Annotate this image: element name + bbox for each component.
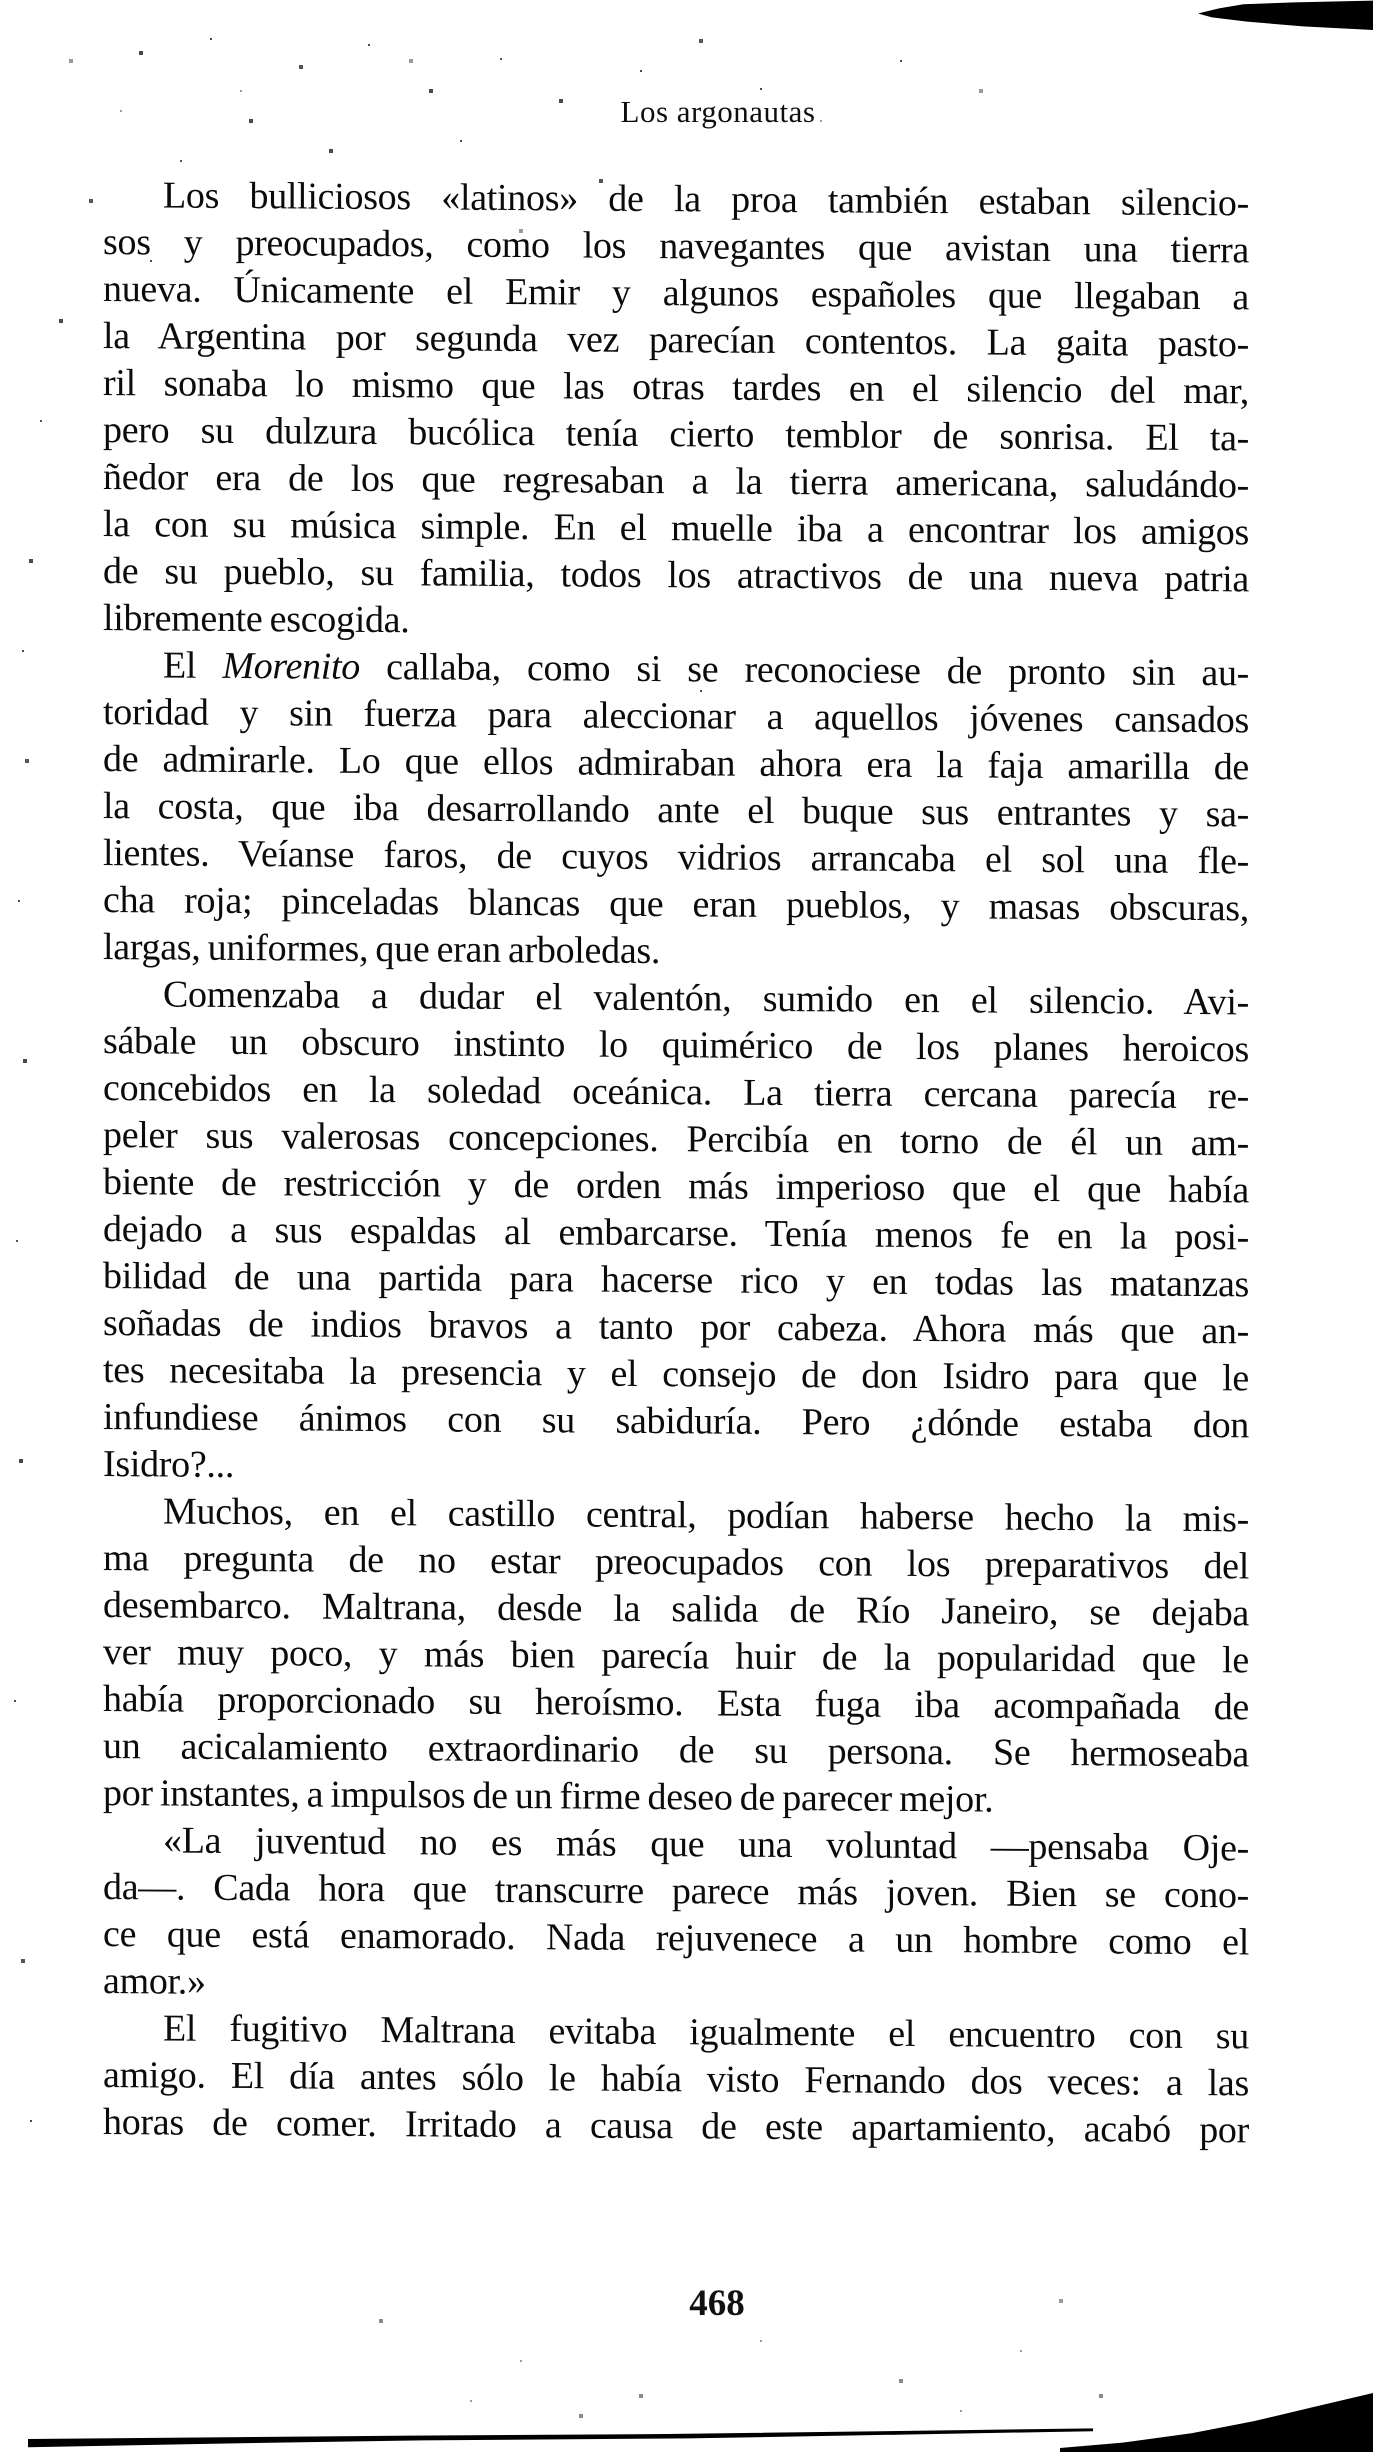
text-segment: ma pregunta de no estar preocupados con los preparativos del [103,1537,1249,1588]
text-line [103,689,1249,744]
text-segment: infundiese ánimos con su sabiduría. Pero ¿dónde estaba don [103,1396,1249,1447]
text-line [103,2052,1249,2107]
text-segment: pero su dulzura bucólica tenía cierto temblor de sonrisa. El ta- [103,409,1249,460]
text-line [103,1676,1249,1731]
text-segment: largas, uniformes, que eran arboledas. [103,926,661,973]
text-line [103,1253,1249,1308]
text-line [103,1629,1249,1684]
text-line [103,1065,1249,1120]
text-segment: de su pueblo, su familia, todos los atractivos de una nueva patria [103,550,1249,601]
text-segment: ce que está enamorado. Nada rejuvenece a un hombre como el [103,1913,1249,1964]
text-segment: sábale un obscuro instinto lo quimérico de los planes heroicos [103,1020,1249,1071]
text-segment: Los bulliciosos «latinos» de la proa también estaban silencio- [163,174,1249,225]
text-segment: libremente escogida. [103,597,410,642]
text-segment: había proporcionado su heroísmo. Esta fuga iba acompañada de [103,1678,1249,1729]
text-line [103,1911,1249,1966]
text-line [103,1723,1249,1778]
text-line [103,454,1249,509]
text-line [103,1018,1249,1073]
text-line [103,1864,1249,1919]
text-line [103,642,1249,697]
text-line [103,1112,1249,1167]
text-line [103,1394,1249,1449]
text-line [103,548,1249,603]
text-segment: El fugitivo Maltrana evitaba igualmente el encuentro con su [163,2007,1249,2058]
text-segment: la costa, que iba desarrollando ante el buque sus entrantes y sa- [103,785,1249,836]
text-segment: un acicalamiento extraordinario de su persona. Se hermoseaba [103,1725,1249,1776]
text-segment: amor.» [103,1960,206,2003]
text-line [103,1535,1249,1590]
text-line [103,360,1249,415]
text-segment: peler sus valerosas concepciones. Percibía en torno de él un am- [103,1114,1249,1165]
text-line [103,783,1249,838]
text-line [103,1582,1249,1637]
text-segment: ril sonaba lo mismo que las otras tardes en el silencio del mar, [103,362,1249,413]
text-line [103,1347,1249,1402]
text-line [103,1958,1249,2013]
paragraph [103,1488,1249,1825]
body-text [103,172,1249,2154]
text-line [103,1441,1249,1496]
text-segment: Comenzaba a dudar el valentón, sumido en el silencio. Avi- [163,973,1249,1024]
scan-artifact-top-right-corner [1198,0,1373,30]
text-line [103,407,1249,462]
text-line [103,1159,1249,1214]
text-segment: da—. Cada hora que transcurre parece más joven. Bien se cono- [103,1866,1249,1917]
text-segment: concebidos en la soledad oceánica. La tierra cercana parecía re- [103,1067,1249,1118]
text-segment: biente de restricción y de orden más imperioso que el que había [103,1161,1249,1212]
text-segment: por instantes, a impulsos de un firme deseo de parecer mejor. [103,1772,994,1821]
text-segment: «La juventud no es más que una voluntad —pensaba Oje- [163,1819,1249,1870]
text-segment: ver muy poco, y más bien parecía huir de la popularidad que le [103,1631,1249,1682]
text-segment: callaba, como si se reconociese de pronto sin au- [359,645,1249,695]
text-segment: amigo. El día antes sólo le había visto Fernando dos veces: a las [103,2054,1249,2105]
text-segment: ñedor era de los que regresaban a la tierra americana, saludándo- [103,456,1249,507]
text-line [103,877,1249,932]
text-segment: la con su música simple. En el muelle iba a encontrar los amigos [103,503,1249,554]
text-segment: sos y preocupados, como los navegantes que avistan una tierra [103,221,1249,272]
text-line [103,2099,1249,2154]
text-line [103,1817,1249,1872]
text-line [103,1770,1249,1825]
text-segment: Isidro?... [103,1443,235,1486]
text-segment: El [163,644,223,687]
text-line [103,266,1249,321]
text-line [103,1206,1249,1261]
text-line [103,501,1249,556]
paragraph [103,1817,1249,2013]
scan-artifact-bottom-edge-bar [28,2428,1093,2448]
scan-noise-speckles-light [0,0,2,2]
text-line [103,172,1249,227]
text-segment: nueva. Únicamente el Emir y algunos españoles que llegaban a [103,268,1249,319]
running-head: Los argonautas [620,94,816,129]
text-segment: dejado a sus espaldas al embarcarse. Tenía menos fe en la posi- [103,1208,1249,1259]
text-segment: soñadas de indios bravos a tanto por cabeza. Ahora más que an- [103,1302,1249,1353]
text-segment: la Argentina por segunda vez parecían contentos. La gaita pasto- [103,315,1249,366]
text-segment: tes necesitaba la presencia y el consejo de don Isidro para que le [103,1349,1249,1400]
text-segment: desembarco. Maltrana, desde la salida de Río Janeiro, se dejaba [103,1584,1249,1635]
scan-artifact-bottom-right-shadow [1060,2385,1373,2452]
page-number: 468 [689,2283,745,2324]
text-line [103,971,1249,1026]
text-line [103,595,1249,650]
text-line [103,219,1249,274]
text-segment: cha roja; pinceladas blancas que eran pueblos, y masas obscuras, [103,879,1249,930]
paragraph [103,172,1249,650]
text-line [103,736,1249,791]
text-segment: horas de comer. Irritado a causa de este apartamiento, acabó por [103,2101,1249,2152]
text-line [103,924,1249,979]
text-segment: lientes. Veíanse faros, de cuyos vidrios arrancaba el sol una fle- [103,832,1249,883]
paragraph [103,971,1249,1496]
text-segment: de admirarle. Lo que ellos admiraban ahora era la faja amarilla de [103,738,1249,789]
paragraph [103,642,1249,979]
text-segment: Muchos, en el castillo central, podían haberse hecho la mis- [163,1490,1249,1541]
text-line [103,313,1249,368]
text-line [103,830,1249,885]
text-line [103,2005,1249,2060]
text-line [103,1300,1249,1355]
italic-text: Morenito [222,644,360,688]
paragraph [103,2005,1249,2154]
text-segment: toridad y sin fuerza para aleccionar a aquellos jóvenes cansados [103,691,1249,742]
text-line [103,1488,1249,1543]
text-segment: bilidad de una partida para hacerse rico y en todas las matanzas [103,1255,1249,1306]
